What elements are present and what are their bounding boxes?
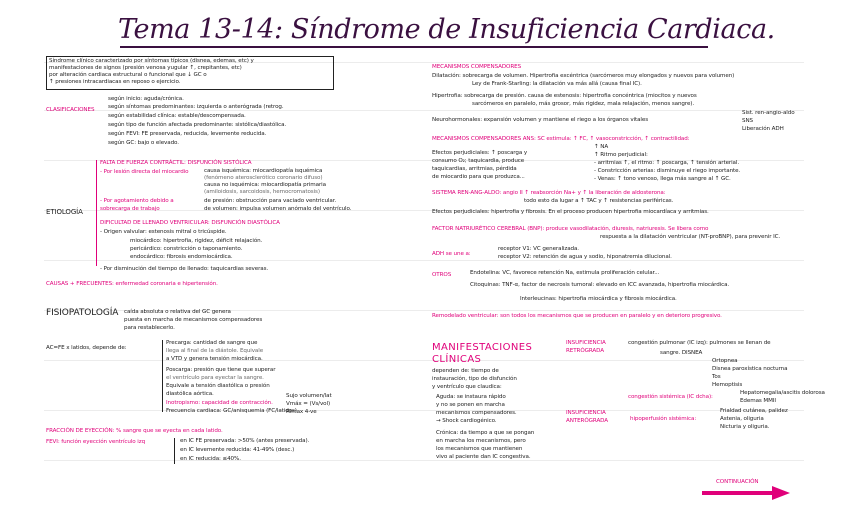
ic-ret-sub: Tos [712, 374, 721, 380]
mec-line: Ley de Frank-Starling: la dilatación va más allá (causa final IC). [472, 81, 642, 87]
factor-line: Poscarga: presión que tiene que superar [166, 367, 276, 373]
etio-item: sobrecarga de trabajo [100, 206, 160, 212]
factor-line: Frecuencia cardiaca: GC/anisquemia (FC/latidos) [166, 408, 297, 414]
etio-item: (amiloidosis, sarcoidosis, hemocromatosis) [204, 189, 320, 195]
causas-frecuentes: CAUSAS + FRECUENTES: enfermedad coronaria e hipertensión. [46, 281, 218, 287]
factores-brace [162, 340, 163, 412]
manif-line: dependen de: tiempo de [432, 368, 499, 374]
etio-heading: DIFICULTAD DE LLENADO VENTRICULAR: DISFUNCIÓN DIASTÓLICA [100, 220, 280, 226]
mec-line: sarcómeros en paralelo, más grosor, más rigidez, mala relajación, menos sangre). [472, 101, 695, 107]
etio-item: - Por lesión directa del miocardio [100, 169, 189, 175]
clasif-item: según GC: bajo o elevado. [108, 140, 179, 146]
etio-item: - Por agotamiento debido a [100, 198, 174, 204]
etio-item: causa isquémica: miocardiopatía isquémica [204, 168, 323, 174]
etio-item: - Por disminución del tiempo de llenado: taquicardias severas. [100, 266, 269, 272]
mec-line: Hipertrofia: sobrecarga de presión. causa de estenosis: hipertrofia concéntrica (miocitos y nuevos [432, 93, 697, 99]
manif-line: los mecanismos que mantienen [436, 446, 523, 452]
continuacion-label[interactable]: CONTINUACIÓN [716, 479, 759, 485]
factor-line: diastólica aórtica. [166, 391, 214, 397]
manif-line: y ventrículo que claudica: [432, 384, 502, 390]
ic-ant-line: hipoperfusión sistémica: [630, 416, 697, 422]
factor-line: a VTD y genera tensión miocárdica. [166, 356, 263, 362]
etiologia-label: ETIOLOGÍA [46, 208, 83, 216]
intro-line: ↑ presiones intracardiacas en reposo o ejercicio. [49, 79, 181, 85]
ic-ret-sub: Disnea paroxística nocturna [712, 366, 788, 372]
sraa-line: SISTEMA REN-ANG-ALDO: angio II ↑ reabsorción Na+ y ↑ la liberación de aldosterona: [432, 190, 666, 196]
fevi-item: en IC reducida: ≤40%. [180, 456, 241, 462]
ic-anterograda-label: ANTERÓGRADA [566, 418, 609, 424]
factor-line: Inotropismo: capacidad de contracción. [166, 400, 273, 406]
fevi-brace [174, 438, 175, 464]
fisio-line: para restablecerlo. [124, 325, 175, 331]
adh-label: ADH se une a: [432, 251, 471, 257]
clasif-item: según estabilidad clínica: estable/descompensada. [108, 113, 246, 119]
sraa-line: todo esto da lugar a ↑ TAC y ↑ resistencias periféricas. [524, 198, 674, 204]
clasificaciones-label: CLASIFICACIONES [46, 107, 95, 113]
mec-line: Dilatación: sobrecarga de volumen. Hipertrofia excéntrica (sarcómeros muy elongados y nuevos para volumen) [432, 73, 735, 79]
ic-ant-sub: Nicturia y oliguria. [720, 424, 770, 430]
gc-depende: AC=FE x latidos, depende de: [46, 345, 127, 351]
etio-item: de presión: obstrucción para vaciado ventricular. [204, 198, 337, 204]
manif-line: → Shock cardiogénico. [436, 418, 497, 424]
fisio-line: caída absoluta o relativa del GC genera [124, 309, 231, 315]
manif-line: y no se ponen en marcha [436, 402, 505, 408]
factor-line: el ventrículo para eyectar la sangre. [166, 375, 264, 381]
etio-item: endocárdico: fibrosis endomiocárdica. [130, 254, 233, 260]
sraa-line: Efectos perjudiciales: hipertrofia y fibrosis. En el proceso producen hipertrofia miocardíaca y arritmias. [432, 209, 709, 215]
ans-r-line: ↑ Ritmo perjudicial: [594, 152, 648, 158]
vital-item: SNS [742, 118, 753, 124]
continuacion-arrow-icon[interactable] [702, 486, 790, 500]
ans-line: consumo O₂; taquicardia, produce [432, 158, 525, 164]
bnp-line: FACTOR NATRIURÉTICO CEREBRAL (BNP): produce vasodilatación, diuresis, natriuresis. Se libera como [432, 226, 709, 232]
manif-line: mecanismos compensadores. [436, 410, 517, 416]
factor-line: Equivale a tensión diastólica o presión [166, 383, 270, 389]
formula-line: Sujo volumen/lat [286, 393, 332, 399]
intro-line: Síndrome clínico caracterizado por síntomas típicos (disnea, edemas, etc) y [49, 58, 254, 64]
manifestaciones-label: MANIFESTACIONES CLÍNICAS [432, 342, 533, 365]
ic-ret-sub: sangre. DISNEA [660, 350, 703, 356]
ic-ret-sub: Hepatomegalia/ascitis dolorosa [740, 390, 825, 396]
adh-item: receptor V2: retención de agua y sodio, hiponatremia dilucional. [498, 254, 672, 260]
etio-item: - Origen valvular: estenosis mitral o tricúspide. [100, 229, 227, 235]
ans-r-line: - arritmias ↑, el ritmo: ↑ poscarga, ↑ tensión arterial. [594, 160, 740, 166]
fevi-item: en IC FE preservada: >50% (antes preservada). [180, 438, 310, 444]
etio-item: pericárdico: constricción o taponamiento. [130, 246, 243, 252]
etiologia-brace [96, 160, 97, 266]
adh-item: receptor V1: VC generalizada. [498, 246, 579, 252]
clasif-item: según tipo de función afectada predominante: sistólica/diastólica. [108, 122, 287, 128]
ans-line: de miocardio para que produzca... [432, 174, 525, 180]
etio-item: de volumen: impulsa volumen anómalo del ventrículo. [204, 206, 352, 212]
manif-line: en marcha los mecanismos, pero [436, 438, 526, 444]
ans-line: Efectos perjudiciales: ↑ poscarga y [432, 150, 528, 156]
ans-line: taquicardias, arritmias, pérdida [432, 166, 517, 172]
factor-line: llega al final de la diástole. Equivale [166, 348, 264, 354]
formula-line: Rlmax 4-ve [286, 409, 317, 415]
ans-r-line: ↑ NA [594, 144, 609, 150]
manif-line: Crónica: da tiempo a que se pongan [436, 430, 535, 436]
formula-line: Vmáx = (Vs/vol) [286, 401, 331, 407]
fevi-label: FEVI: función eyección ventrículo izq [46, 439, 146, 445]
mec-ans-heading: MECANISMOS COMPENSADORES ANS: SC estimula: ↑ FC, ↑ vasoconstricción, ↑ contractilidad: [432, 136, 690, 142]
intro-line: manifestaciones de signos (presión venosa yugular ↑, crepitantes, etc) [49, 65, 242, 71]
clasif-item: según FEVI: FE preservada, reducida, levemente reducida. [108, 131, 267, 137]
mecanismos-label: MECANISMOS COMPENSADORES [432, 64, 522, 70]
otros-item: Endotelina: VC, favorece retención Na, estimula proliferación celular... [470, 270, 660, 276]
clasif-item: según inicio: aguda/crónica. [108, 96, 184, 102]
etio-heading: FALTA DE FUERZA CONTRÁCTIL: DISFUNCIÓN SISTÓLICA [100, 160, 252, 166]
manif-line: vivo al paciente dan IC congestiva. [436, 454, 531, 460]
remodelado-line: Remodelado ventricular: son todos los mecanismos que se producen en paralelo y en deterioro progresivo. [432, 313, 722, 319]
etio-item: causa no isquémica: miocardiopatía primaria [204, 182, 326, 188]
manif-line: Aguda: se instaura rápido [436, 394, 506, 400]
fisio-line: puesta en marcha de mecanismos compensadores [124, 317, 263, 323]
ic-ret-sub: Ortopnea [712, 358, 738, 364]
title-underline [120, 46, 708, 48]
intro-line: por alteración cardiaca estructural o funcional que ↓ GC o [49, 72, 207, 78]
etio-item: (fenómeno aterosclerótico coronario difuso) [204, 175, 323, 181]
ic-retrograda-label: INSUFICIENCIA [566, 340, 606, 346]
factor-line: Precarga: cantidad de sangre que [166, 340, 258, 346]
ic-ret-sub: Edemas MMII [740, 398, 776, 404]
ic-ant-sub: Astenia, oliguria [720, 416, 764, 422]
ic-retrograda-label: RETRÓGRADA [566, 348, 604, 354]
fevi-item: en IC levemente reducida: 41-49% (desc.) [180, 447, 295, 453]
ic-ret-sub: Hemoptisis [712, 382, 743, 388]
clasif-item: según síntomas predominantes: izquierda o anterógrada (retrog. [108, 104, 284, 110]
ic-ret-line: congestión pulmonar (IC izq): pulmones se llenan de [628, 340, 771, 346]
otros-item: Citoquinas: TNF-α, factor de necrosis tumoral: elevado en ICC avanzada, hipertrofia miocárdica. [470, 282, 730, 288]
page-title: Tema 13-14: Síndrome de Insuficiencia Cardiaca. [118, 14, 775, 45]
ans-r-line: - Venas: ↑ tono venoso, llega más sangre al ↑ GC. [594, 176, 731, 182]
etio-item: miocárdico: hipertrofia, rigidez, déficit relajación. [130, 238, 263, 244]
vital-item: Liberación ADH [742, 126, 784, 132]
otros-label: OTROS [432, 272, 452, 278]
bnp-line: respuesta a la dilatación ventricular (NT-proBNP), para prevenir IC. [600, 234, 781, 240]
ans-r-line: - Constricción arterias: disminuye el riego importante. [594, 168, 741, 174]
fisiopatologia-label: FISIOPATOLOGÍA [46, 308, 119, 318]
manif-line: instauración, tipo de disfunción [432, 376, 517, 382]
vital-item: Sist. ren-angio-aldo [742, 110, 795, 116]
fraccion-eyeccion: FRACCIÓN DE EYECCIÓN: % sangre que se eyecta en cada latido. [46, 428, 223, 434]
ic-ant-sub: Frialdad cutánea, palidez [720, 408, 788, 414]
ic-ret-line: congestión sistémica (IC dcha): [628, 394, 713, 400]
otros-item: Interleucinas: hipertrofia miocárdica y fibrosis miocárdica. [520, 296, 677, 302]
ic-anterograda-label: INSUFICIENCIA [566, 410, 606, 416]
mec-line: Neurohormonales: expansión volumen y mantiene el riego a los órganos vitales [432, 117, 649, 123]
